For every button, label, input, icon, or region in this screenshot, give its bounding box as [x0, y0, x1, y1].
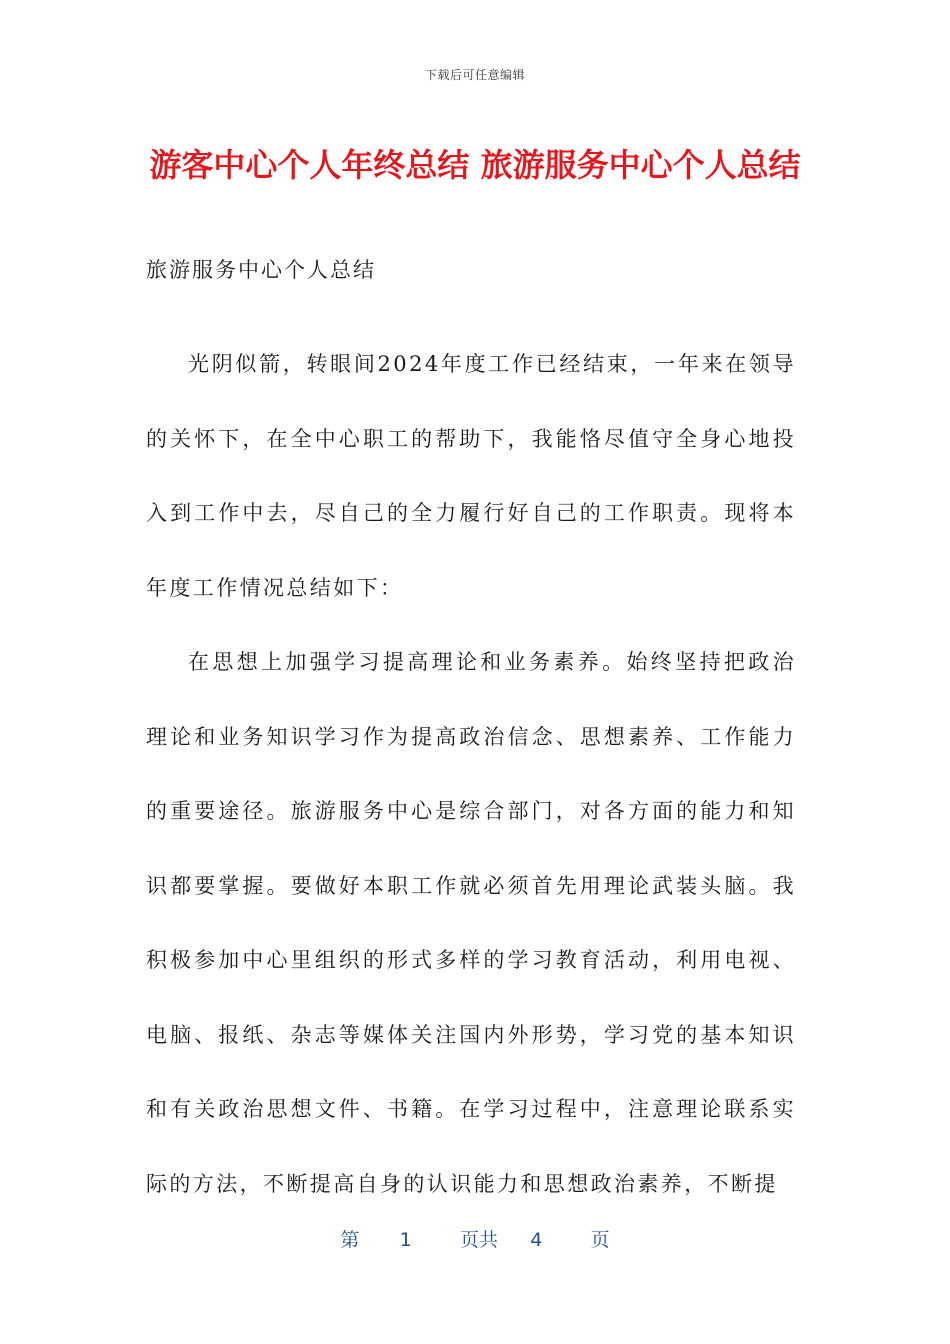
paragraph: 在思想上加强学习提高理论和业务素养。始终坚持把政治理论和业务知识学习作为提高政治信念、思想素养、工作能力的重要途径。旅游服务中心是综合部门，对各方面的能力和知识都要掌握。要做好本职工作就必须首先用理论武装头脑。我积极参加中心里组织的形式多样的学习教育活动，利用电视、电脑、报纸、杂志等媒体关注国内外形势，学习党的基本知识和有关政治思想文件、书籍。在学习过程中，注意理论联系实际的方法，不断提高自身的认识能力和思想政治素养，不断提	[146, 650, 796, 1196]
document-title: 游客中心个人年终总结 旅游服务中心个人总结	[149, 146, 801, 184]
footer-total-pages: 4	[530, 1229, 543, 1251]
footer-prefix: 第	[340, 1229, 360, 1251]
footer-mid: 页共	[460, 1229, 499, 1251]
document-subtitle: 旅游服务中心个人总结	[146, 258, 376, 282]
header-note: 下载后可任意编辑	[424, 68, 525, 82]
footer-current-page: 1	[399, 1229, 412, 1251]
document-body	[146, 327, 796, 1221]
paragraph: 光阴似箭，转眼间2024年度工作已经结束，一年来在领导的关怀下，在全中心职工的帮助下，我能恪尽值守全身心地投入到工作中去，尽自己的全力履行好自己的工作职责。现将本年度工作情况总结如下：	[146, 352, 796, 600]
footer-suffix: 页	[590, 1229, 610, 1251]
page-footer	[0, 1225, 950, 1252]
